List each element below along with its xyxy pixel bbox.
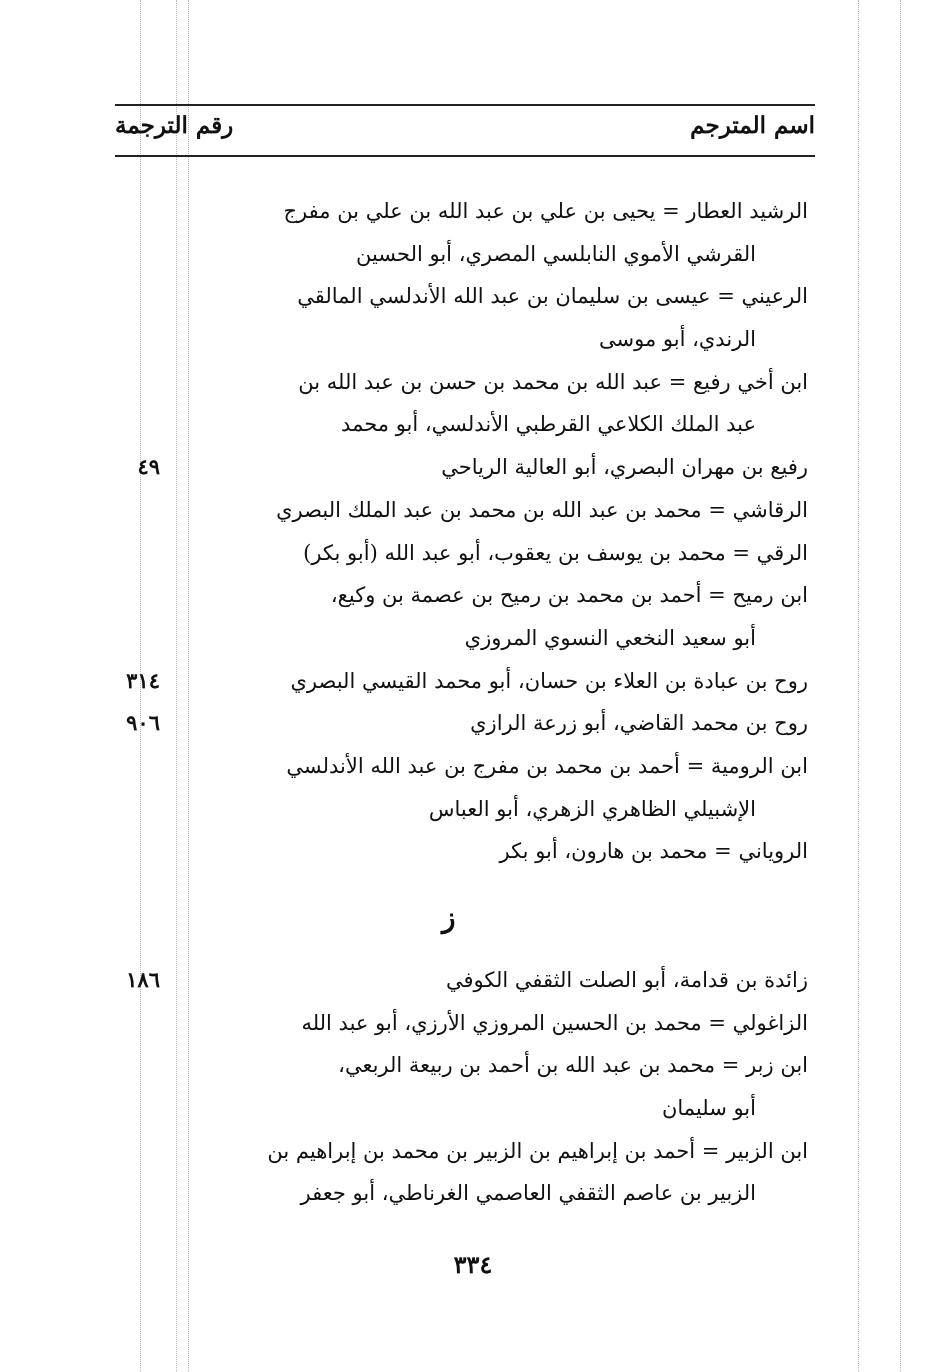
entry-line [0, 788, 946, 831]
entry-line [0, 830, 946, 873]
header-top-rule [115, 104, 815, 106]
entry-text: ابن الزبير = أحمد بن إبراهيم بن الزبير بن محمد بن إبراهيم بن [267, 1138, 808, 1163]
entry-continuation-text: الإشبيلي الظاهري الزهري، أبو العباس [428, 796, 756, 821]
entries-block-z [0, 959, 946, 1215]
entry-continuation-text: عبد الملك الكلاعي القرطبي الأندلسي، أبو محمد [341, 412, 756, 437]
entry-line [0, 702, 946, 745]
translation-number: ٤٩ [137, 454, 160, 480]
entry-line [0, 959, 946, 1002]
entry-continuation-text: القرشي الأموي النابلسي المصري، أبو الحسين [355, 241, 756, 266]
entry-line [0, 532, 946, 575]
entry-continuation-text: أبو سليمان [661, 1096, 756, 1121]
entry-text: روح بن عبادة بن العلاء بن حسان، أبو محمد القيسي البصري [290, 668, 808, 693]
translation-number: ٩٠٦ [126, 710, 160, 736]
entry-text: الروياني = محمد بن هارون، أبو بكر [499, 839, 808, 864]
entry-line [0, 1002, 946, 1045]
entry-line [0, 574, 946, 617]
table-header [115, 112, 815, 154]
entry-line [0, 617, 946, 660]
entry-line [0, 1044, 946, 1087]
entry-line [0, 275, 946, 318]
entry-text: روح بن محمد القاضي، أبو زرعة الرازي [470, 711, 808, 736]
entry-line [0, 1087, 946, 1130]
entry-line [0, 1172, 946, 1215]
entry-text: ابن الرومية = أحمد بن محمد بن مفرج بن عبد الله الأندلسي [286, 753, 808, 778]
entry-continuation-text: الرندي، أبو موسى [599, 327, 756, 352]
entry-line [0, 1130, 946, 1173]
entries-list [0, 190, 946, 1215]
entry-line [0, 489, 946, 532]
entry-line [0, 318, 946, 361]
page-number: ٣٣٤ [453, 1250, 493, 1279]
translation-number: ١٨٦ [126, 967, 160, 992]
entry-line [0, 403, 946, 446]
entry-text: رفيع بن مهران البصري، أبو العالية الرياحي [441, 455, 808, 480]
entry-line [0, 361, 946, 404]
number-column-header: رقم الترجمة [115, 112, 234, 139]
entry-continuation-text: أبو سعيد النخعي النسوي المروزي [464, 625, 756, 650]
entry-text: زائدة بن قدامة، أبو الصلت الثقفي الكوفي [446, 968, 808, 992]
entry-text: الرقاشي = محمد بن عبد الله بن محمد بن عبد الملك البصري [276, 497, 808, 522]
entry-text: الرعيني = عيسى بن سليمان بن عبد الله الأندلسي المالقي [297, 284, 808, 309]
entry-text: الرقي = محمد بن يوسف بن يعقوب، أبو عبد الله (أبو بكر) [303, 540, 808, 565]
entry-line [0, 446, 946, 489]
entry-continuation-text: الزبير بن عاصم الثقفي العاصمي الغرناطي، أبو جعفر [300, 1181, 756, 1206]
entry-line [0, 190, 946, 233]
entry-line [0, 745, 946, 788]
section-letter-row [0, 873, 946, 959]
name-column-header: اسم المترجم [690, 112, 815, 139]
entry-text: ابن أخي رفيع = عبد الله بن محمد بن حسن بن عبد الله بن [298, 369, 808, 394]
header-bottom-rule [115, 155, 815, 157]
section-letter: ز [442, 901, 456, 934]
entry-text: ابن رميح = أحمد بن محمد بن رميح بن عصمة بن وكيع، [330, 583, 808, 608]
entry-text: الزاغولي = محمد بن الحسين المروزي الأرزي، أبو عبد الله [301, 1010, 808, 1035]
entry-line [0, 233, 946, 276]
entry-text: ابن زبر = محمد بن عبد الله بن أحمد بن ربيعة الربعي، [338, 1053, 808, 1078]
translation-number: ٣١٤ [126, 667, 160, 693]
entry-line [0, 660, 946, 703]
entry-text: الرشيد العطار = يحيى بن علي بن عبد الله بن علي بن مفرج [283, 199, 808, 223]
entries-block-r [0, 190, 946, 873]
